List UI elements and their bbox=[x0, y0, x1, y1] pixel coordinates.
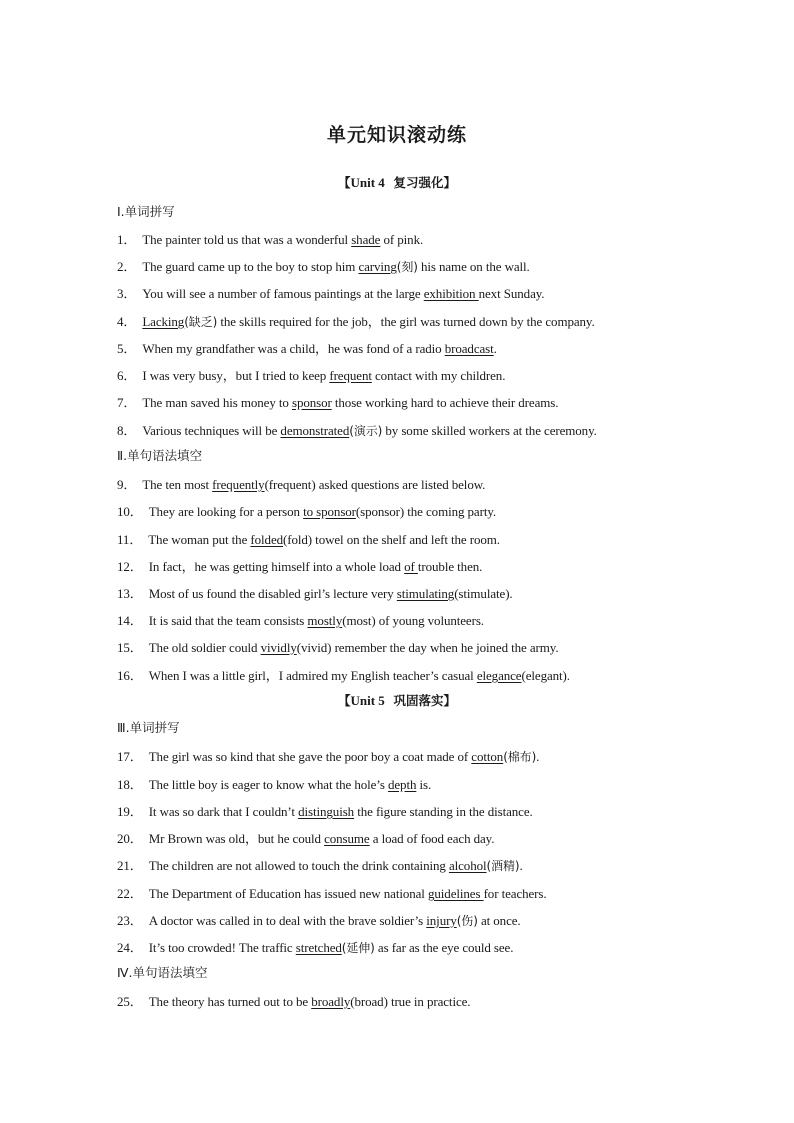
item-text-after: (elegant). bbox=[521, 668, 570, 683]
item-number: 24． bbox=[117, 940, 143, 955]
item-text-after: his name on the wall. bbox=[417, 259, 530, 274]
item-number: 6． bbox=[117, 368, 137, 383]
item-answer: to sponsor bbox=[303, 504, 356, 519]
item-text-before: It was so dark that I couldn’t bbox=[148, 804, 299, 819]
section-heading-4: Ⅳ.单句语法填空 bbox=[117, 965, 208, 980]
item-text-before: Various techniques will be bbox=[142, 423, 281, 438]
item-text-after: . bbox=[536, 749, 540, 764]
item-text-after: as far as the eye could see. bbox=[374, 940, 514, 955]
item-text-after: the skills required for the job，the girl was turned down by the company. bbox=[217, 314, 595, 329]
exercise-item bbox=[117, 420, 597, 439]
item-hint: (缺乏) bbox=[184, 315, 218, 329]
item-text-after: next Sunday. bbox=[478, 286, 545, 301]
item-number: 10． bbox=[117, 504, 143, 519]
unit-heading-subtitle: 复习强化 bbox=[393, 175, 444, 190]
item-number: 23． bbox=[117, 913, 143, 928]
item-text-before: The man saved his money to bbox=[142, 395, 292, 410]
item-number: 12． bbox=[117, 559, 143, 574]
item-text-before: The Department of Education has issued new national bbox=[148, 886, 428, 901]
item-text-before: When I was a little girl，I admired my English teacher’s casual bbox=[148, 668, 477, 683]
item-answer: broadly bbox=[311, 994, 351, 1009]
item-answer: demonstrated bbox=[280, 423, 350, 438]
item-text-after: at once. bbox=[477, 913, 521, 928]
item-text-before: It is said that the team consists bbox=[148, 613, 308, 628]
item-text-before: The painter told us that was a wonderful bbox=[142, 232, 352, 247]
exercise-item bbox=[117, 937, 513, 956]
item-number: 22． bbox=[117, 886, 143, 901]
item-text-after: (vivid) remember the day when he joined the army. bbox=[296, 640, 559, 655]
exercise-item bbox=[117, 283, 544, 302]
exercise-item bbox=[117, 501, 496, 520]
item-answer: Lacking bbox=[142, 314, 185, 329]
item-text-before: A doctor was called in to deal with the brave soldier’s bbox=[148, 913, 427, 928]
item-text-after: the figure standing in the distance. bbox=[354, 804, 533, 819]
section-heading-1: Ⅰ.单词拼写 bbox=[117, 204, 175, 219]
item-answer: injury bbox=[426, 913, 457, 928]
item-text-after: (fold) towel on the shelf and left the room. bbox=[283, 532, 500, 547]
item-text-after: contact with my children. bbox=[371, 368, 506, 383]
item-number: 15． bbox=[117, 640, 143, 655]
item-answer: shade bbox=[351, 232, 381, 247]
item-answer: stimulating bbox=[396, 586, 455, 601]
unit-heading-4: 【Unit 4 复习强化】 bbox=[337, 175, 457, 190]
exercise-item bbox=[117, 338, 497, 357]
item-text-after: those working hard to achieve their dreams. bbox=[331, 395, 559, 410]
item-number: 25． bbox=[117, 994, 143, 1009]
item-answer: frequent bbox=[329, 368, 372, 383]
item-hint: (演示) bbox=[349, 424, 383, 438]
item-number: 9． bbox=[117, 477, 137, 492]
unit-heading-5: 【Unit 5 巩固落实】 bbox=[337, 693, 457, 708]
item-hint: (延伸) bbox=[341, 941, 375, 955]
exercise-item bbox=[117, 556, 482, 575]
item-text-after: a load of food each day. bbox=[369, 831, 495, 846]
section-heading-3: Ⅲ.单词拼写 bbox=[117, 720, 180, 735]
item-text-before: The woman put the bbox=[148, 532, 251, 547]
exercise-item bbox=[117, 229, 423, 248]
item-text-after: is. bbox=[416, 777, 432, 792]
item-answer: vividly bbox=[260, 640, 297, 655]
item-answer: of bbox=[404, 559, 418, 574]
item-hint: (刻) bbox=[396, 260, 418, 274]
exercise-item bbox=[117, 746, 539, 765]
item-number: 17． bbox=[117, 749, 143, 764]
exercise-item bbox=[117, 311, 595, 330]
item-text-before: The ten most bbox=[142, 477, 213, 492]
item-answer: mostly bbox=[307, 613, 343, 628]
item-text-before: I was very busy，but I tried to keep bbox=[142, 368, 330, 383]
item-answer: frequently bbox=[212, 477, 265, 492]
item-answer: distinguish bbox=[298, 804, 355, 819]
item-number: 20． bbox=[117, 831, 143, 846]
exercise-item bbox=[117, 828, 494, 847]
item-answer: guidelines bbox=[427, 886, 484, 901]
item-text-after: (broad) true in practice. bbox=[350, 994, 471, 1009]
item-text-after: for teachers. bbox=[483, 886, 547, 901]
item-number: 4． bbox=[117, 314, 137, 329]
section-heading-2: Ⅱ.单句语法填空 bbox=[117, 448, 203, 463]
item-answer: consume bbox=[324, 831, 370, 846]
exercise-item bbox=[117, 637, 558, 656]
item-text-after: trouble then. bbox=[417, 559, 483, 574]
item-number: 3． bbox=[117, 286, 137, 301]
item-text-before: It’s too crowded! The traffic bbox=[148, 940, 296, 955]
item-number: 1． bbox=[117, 232, 137, 247]
exercise-item bbox=[117, 991, 470, 1010]
item-answer: carving bbox=[358, 259, 397, 274]
item-text-before: You will see a number of famous paintings at the large bbox=[142, 286, 424, 301]
item-number: 13． bbox=[117, 586, 143, 601]
item-text-before: The guard came up to the boy to stop him bbox=[142, 259, 359, 274]
item-number: 16． bbox=[117, 668, 143, 683]
item-answer: exhibition bbox=[423, 286, 479, 301]
item-answer: alcohol bbox=[448, 858, 487, 873]
item-answer: sponsor bbox=[291, 395, 332, 410]
exercise-item bbox=[117, 583, 513, 602]
item-text-after: (most) of young volunteers. bbox=[342, 613, 484, 628]
item-text-before: Most of us found the disabled girl’s lecture very bbox=[148, 586, 397, 601]
item-text-after: (stimulate). bbox=[454, 586, 513, 601]
item-text-before: The little boy is eager to know what the hole’s bbox=[148, 777, 388, 792]
item-text-after: (frequent) asked questions are listed below. bbox=[264, 477, 486, 492]
item-answer: folded bbox=[250, 532, 284, 547]
item-text-before: The old soldier could bbox=[148, 640, 261, 655]
exercise-item bbox=[117, 365, 505, 384]
exercise-item bbox=[117, 529, 500, 548]
item-number: 5． bbox=[117, 341, 137, 356]
item-number: 11． bbox=[117, 532, 143, 547]
item-text-before: The girl was so kind that she gave the poor boy a coat made of bbox=[148, 749, 472, 764]
exercise-item bbox=[117, 474, 485, 493]
item-text-after: . bbox=[493, 341, 497, 356]
item-text-before: They are looking for a person bbox=[148, 504, 304, 519]
item-hint: (伤) bbox=[456, 914, 478, 928]
item-answer: broadcast bbox=[444, 341, 494, 356]
item-answer: depth bbox=[387, 777, 417, 792]
page-title: 单元知识滚动练 bbox=[326, 124, 467, 146]
item-text-after: (sponsor) the coming party. bbox=[355, 504, 497, 519]
item-number: 14． bbox=[117, 613, 143, 628]
item-text-before: When my grandfather was a child，he was fond of a radio bbox=[142, 341, 445, 356]
item-answer: stretched bbox=[295, 940, 342, 955]
item-answer: cotton bbox=[471, 749, 504, 764]
item-number: 2． bbox=[117, 259, 137, 274]
exercise-item bbox=[117, 610, 484, 629]
item-text-before: In fact，he was getting himself into a whole load bbox=[148, 559, 405, 574]
item-text-before: The children are not allowed to touch the drink containing bbox=[148, 858, 449, 873]
unit-heading-label: Unit 5 bbox=[350, 693, 385, 708]
item-hint: (酒精) bbox=[486, 859, 520, 873]
item-number: 21． bbox=[117, 858, 143, 873]
exercise-item bbox=[117, 910, 521, 929]
exercise-item bbox=[117, 855, 523, 874]
item-number: 19． bbox=[117, 804, 143, 819]
item-number: 18． bbox=[117, 777, 143, 792]
item-text-before: Mr Brown was old，but he could bbox=[148, 831, 325, 846]
exercise-item bbox=[117, 392, 558, 411]
exercise-item bbox=[117, 883, 547, 902]
item-hint: (棉布) bbox=[503, 750, 537, 764]
item-number: 8． bbox=[117, 423, 137, 438]
item-text-before: The theory has turned out to be bbox=[148, 994, 312, 1009]
exercise-item bbox=[117, 665, 570, 684]
exercise-item bbox=[117, 256, 530, 275]
item-number: 7． bbox=[117, 395, 137, 410]
exercise-item bbox=[117, 774, 431, 793]
item-text-after: by some skilled workers at the ceremony. bbox=[382, 423, 597, 438]
item-text-after: of pink. bbox=[380, 232, 424, 247]
unit-heading-subtitle: 巩固落实 bbox=[393, 693, 444, 708]
item-answer: elegance bbox=[476, 668, 522, 683]
unit-heading-label: Unit 4 bbox=[350, 175, 385, 190]
exercise-item bbox=[117, 801, 533, 820]
item-text-after: . bbox=[519, 858, 523, 873]
